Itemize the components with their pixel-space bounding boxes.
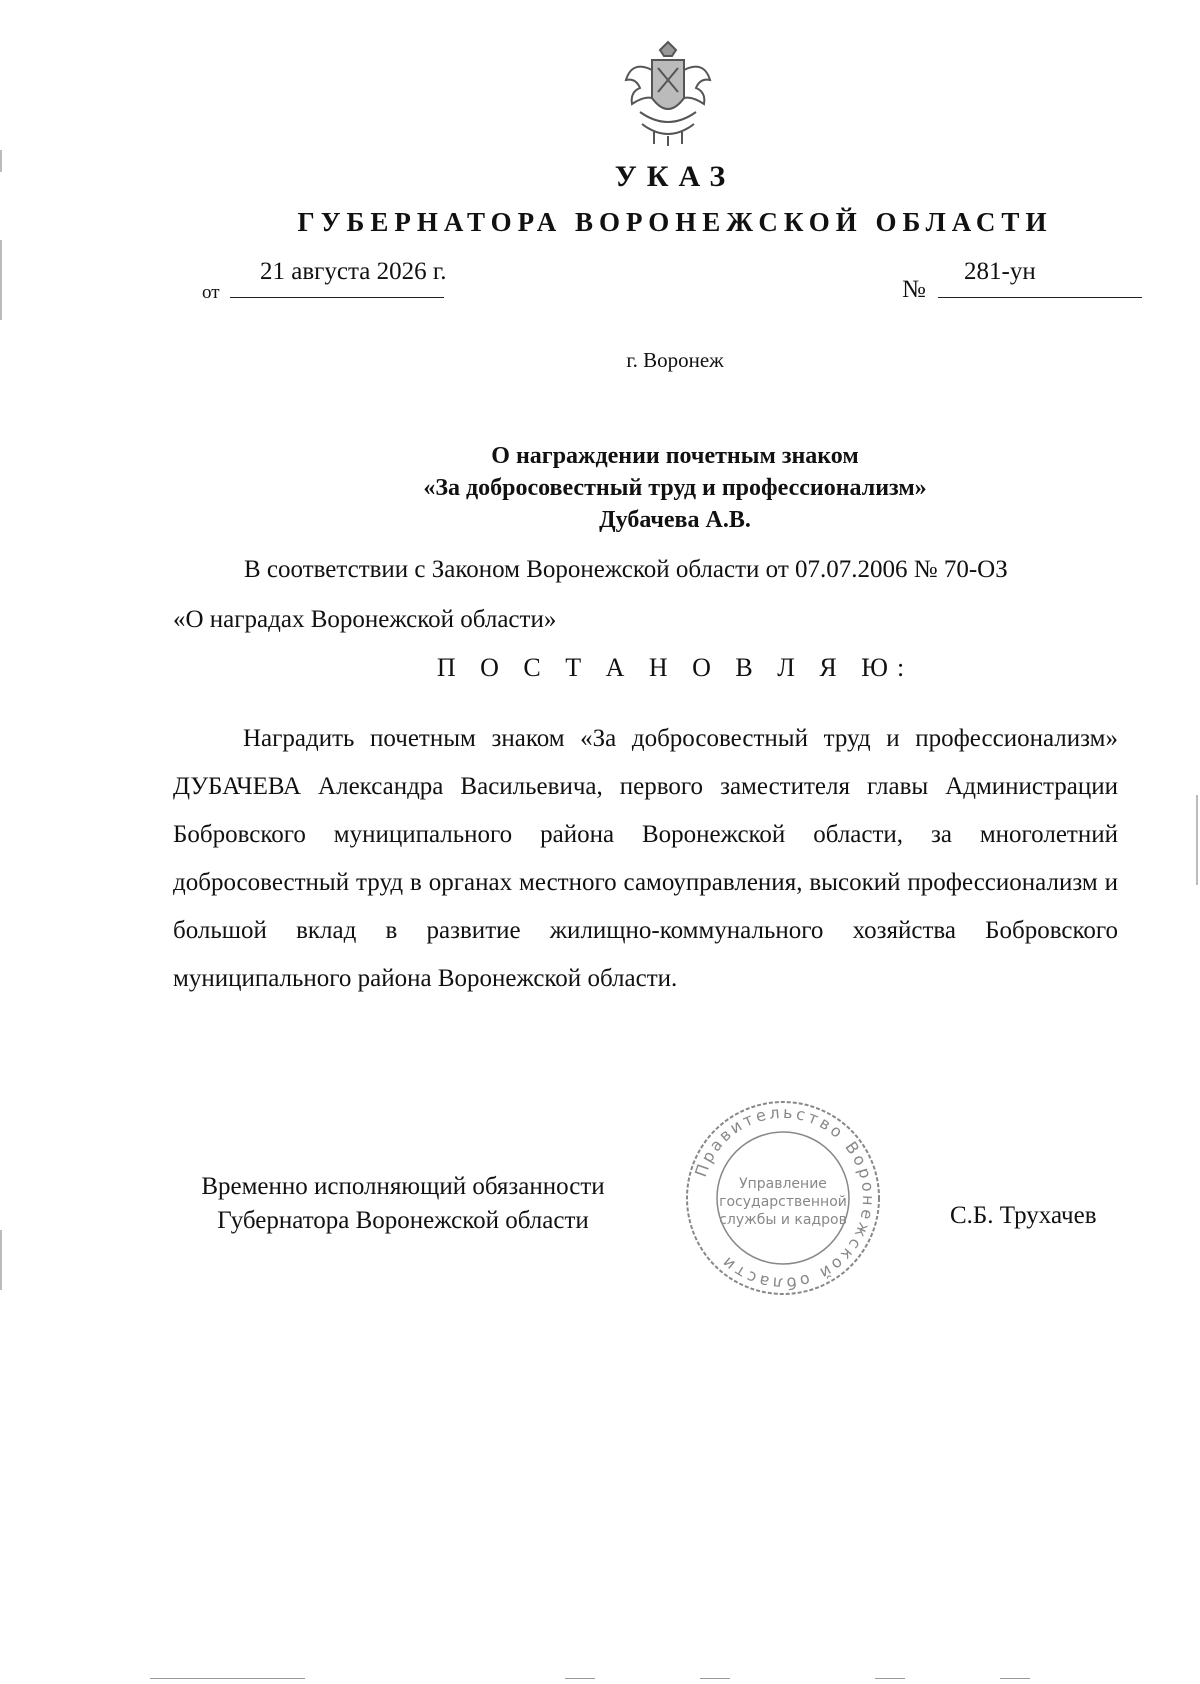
heading-line-2: «За добросовестный труд и профессионализм» [423,475,927,501]
decree-word: П О С Т А Н О В Л Я Ю: [436,653,914,682]
scan-footer-mark [565,1678,595,1679]
number-label: № [902,276,926,303]
scan-footer-mark [875,1678,905,1679]
stamp-center-line-2: государственной [719,1194,847,1210]
document-type-title: УКАЗ [614,160,736,193]
scan-edge-mark [0,150,2,172]
position-line-2: Губернатора Воронежской области [217,1207,589,1234]
scan-edge-mark [0,240,2,320]
heading-line-3: Дубачева А.В. [599,507,751,533]
heading-line-1: О награждении почетным знаком [491,443,859,469]
signatory-position [173,1170,633,1238]
legal-basis-line-2: «О наградах Воронежской области» [173,606,557,633]
date-underline [230,297,444,298]
coat-of-arms-icon [618,40,718,148]
award-paragraph: Наградить почетным знаком «За добросовестный труд и профессионализм» ДУБАЧЕВА Александра Васильевича, первого заместителя главы Администрации Бобровского муниципального района Воронежской области, за многолетний добросовестный труд в органах местного самоуправления, высокий профессионализм и большой вклад в развитие жилищно-коммунального хозяйства Бобровского муниципального района Воронежской области. [173,725,1118,992]
scan-footer-mark [700,1678,730,1679]
stamp-center-line-1: Управление [739,1176,827,1192]
legal-basis-line-1: В соответствии с Законом Воронежской области от 07.07.2006 № 70-ОЗ [244,556,1008,583]
stamp-ring-text: Правительство Воронежской области [691,1102,879,1294]
city: г. Воронеж [626,348,724,372]
scan-footer-mark [1000,1678,1030,1679]
number-underline [938,297,1142,298]
signatory-name: С.Б. Трухачев [950,1202,1097,1229]
scan-edge-mark [1196,795,1198,885]
scan-footer-mark [150,1678,305,1679]
official-stamp [683,1098,883,1298]
document-heading [0,440,1200,536]
scan-edge-mark [0,1230,2,1290]
document-date: 21 августа 2026 г. [260,258,447,285]
stamp-center-line-3: службы и кадров [719,1212,847,1228]
document-number: 281-ун [964,258,1036,285]
date-label: от [202,282,220,303]
position-line-1: Временно исполняющий обязанности [201,1173,605,1200]
issuer-title: ГУБЕРНАТОРА ВОРОНЕЖСКОЙ ОБЛАСТИ [297,207,1053,237]
